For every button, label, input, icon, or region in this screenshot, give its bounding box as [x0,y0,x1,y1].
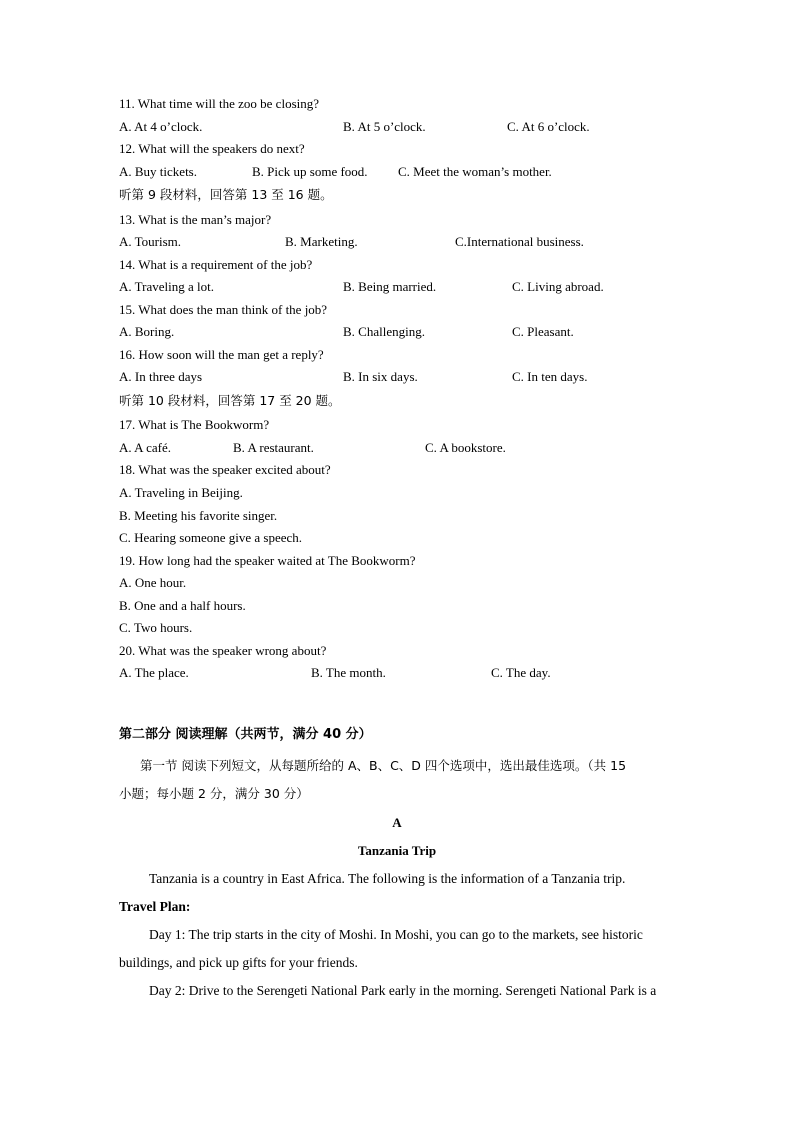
q12-option-a: A. Buy tickets. [119,164,197,179]
q19-option-a: A. One hour. [119,575,187,590]
q13-option-a: A. Tourism. [119,234,182,249]
question-18: 18. What was the speaker excited about? [119,462,331,477]
section-instruction-line1: 第一节 阅读下列短文，从每题所给的 A、B、C、D 四个选项中，选出最佳选项。（共 15 [140,758,627,773]
passage-title: Tanzania Trip [357,843,437,858]
q13-option-b: B. Marketing. [285,234,358,249]
question-20: 20. What was the speaker wrong about? [119,643,327,658]
question-11: 11. What time will the zoo be closing? [119,96,320,111]
q19-option-b: B. One and a half hours. [119,598,246,613]
question-13: 13. What is the man’s major? [119,212,272,227]
travel-plan-heading: Travel Plan: [119,899,191,914]
q12-option-b: B. Pick up some food. [252,164,368,179]
q18-option-b: B. Meeting his favorite singer. [119,508,278,523]
q18-option-a: A. Traveling in Beijing. [119,485,243,500]
q13-option-c: C.International business. [455,234,584,249]
q11-option-c: C. At 6 o’clock. [507,119,590,134]
q20-option-b: B. The month. [311,665,386,680]
listening-instruction-9: 听第 9 段材料，回答第 13 至 16 题。 [119,187,333,202]
question-17: 17. What is The Bookworm? [119,417,270,432]
passage-letter: A [392,815,402,830]
question-19: 19. How long had the speaker waited at The Bookworm? [119,553,416,568]
section-instruction-line2: 小题；每小题 2 分，满分 30 分） [119,786,309,801]
question-14: 14. What is a requirement of the job? [119,257,313,272]
day1-line1: Day 1: The trip starts in the city of Moshi. In Moshi, you can go to the markets, see historic [149,927,643,942]
q18-option-c: C. Hearing someone give a speech. [119,530,303,545]
q17-option-b: B. A restaurant. [233,440,314,455]
q20-option-a: A. The place. [119,665,189,680]
q16-option-a: A. In three days [119,369,203,384]
q14-option-b: B. Being married. [343,279,437,294]
q15-option-a: A. Boring. [119,324,175,339]
q15-option-c: C. Pleasant. [512,324,574,339]
q17-option-c: C. A bookstore. [425,440,506,455]
q16-option-c: C. In ten days. [512,369,588,384]
q17-option-a: A. A café. [119,440,171,455]
q16-option-b: B. In six days. [343,369,418,384]
q15-option-b: B. Challenging. [343,324,425,339]
question-15: 15. What does the man think of the job? [119,302,328,317]
day1-line2: buildings, and pick up gifts for your friends. [119,955,358,970]
question-16: 16. How soon will the man get a reply? [119,347,324,362]
q14-option-c: C. Living abroad. [512,279,604,294]
day2-line1: Day 2: Drive to the Serengeti National Park early in the morning. Serengeti National Park is a [149,983,657,998]
question-12: 12. What will the speakers do next? [119,141,305,156]
passage-intro: Tanzania is a country in East Africa. The following is the information of a Tanzania trip. [149,871,626,886]
listening-instruction-10: 听第 10 段材料，回答第 17 至 20 题。 [119,393,341,408]
q14-option-a: A. Traveling a lot. [119,279,214,294]
q12-option-c: C. Meet the woman’s mother. [398,164,552,179]
q19-option-c: C. Two hours. [119,620,193,635]
q20-option-c: C. The day. [491,665,551,680]
section-heading: 第二部分 阅读理解（共两节，满分 40 分） [119,727,372,742]
q11-option-b: B. At 5 o’clock. [343,119,426,134]
q11-option-a: A. At 4 o’clock. [119,119,203,134]
